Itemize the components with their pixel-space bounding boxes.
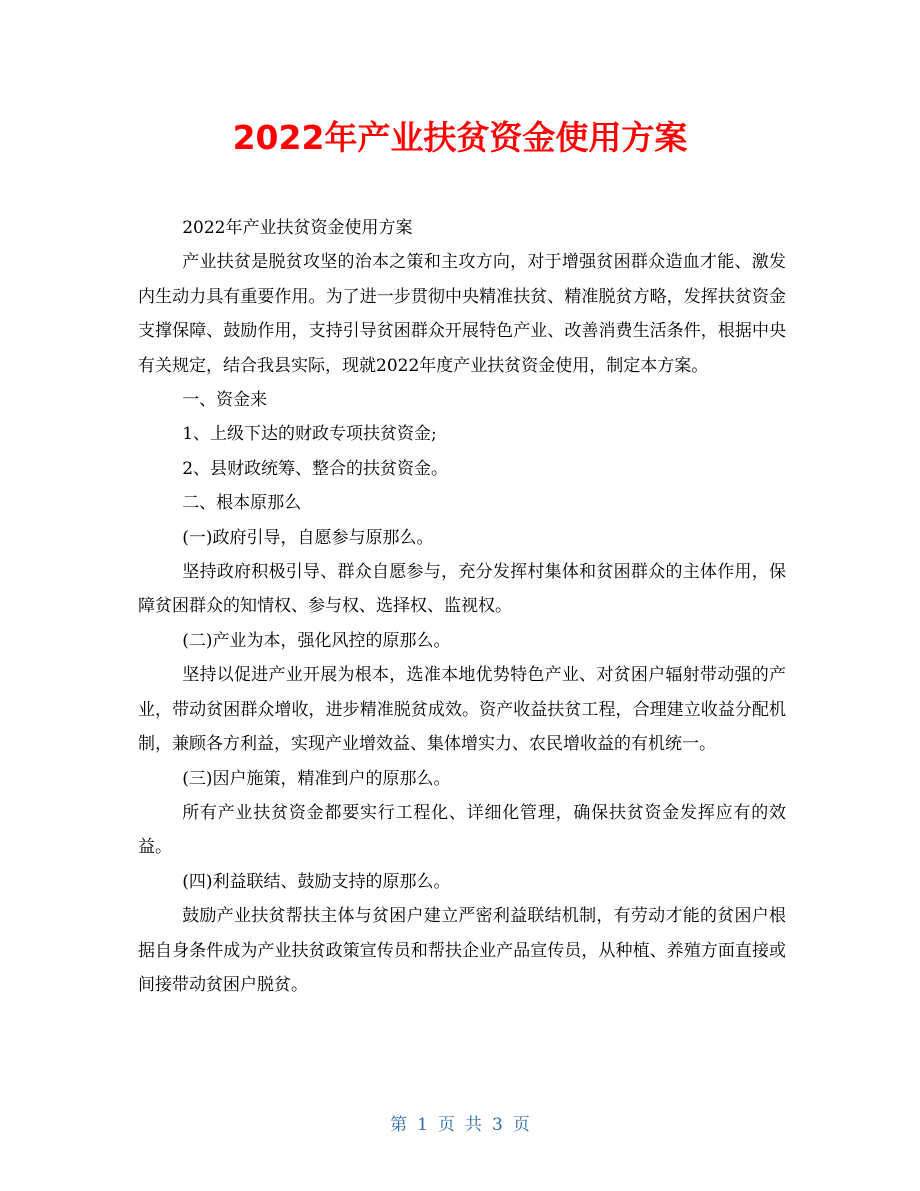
paragraph-principle-4: 鼓励产业扶贫帮扶主体与贫困户建立严密利益联结机制，有劳动才能的贫困户根据自身条件成为产业扶贫政策宣传员和帮扶企业产品宣传员，从种植、养殖方面直接或间接带动贫困户脱贫。 [138,906,786,995]
paragraph-principle-2: 坚持以促进产业开展为根本，选准本地优势特色产业、对贫困户辐射带动强的产业，带动贫困群众增收，进步精准脱贫成效。资产收益扶贫工程，合理建立收益分配机制，兼顾各方利益，实现产业增效益、集体增实力、农民增收益的有机统一。 [138,665,786,755]
document-title: 2022年产业扶贫资金使用方案 [232,118,688,157]
paragraph-principle-3: 所有产业扶贫资金都要实行工程化、详细化管理，确保扶贫资金发挥应有的效益。 [138,802,786,858]
subheading-principle-3: (三)因户施策，精准到户的原那么。 [182,768,451,789]
footer-page-unit: 页 [438,1115,455,1135]
paragraph-subtitle: 2022年产业扶贫资金使用方案 [182,218,413,238]
document-body [138,211,786,1002]
heading-funding-source: 一、资金来 [182,390,268,411]
footer-total-unit: 页 [512,1115,530,1135]
subheading-principle-4: (四)利益联结、鼓励支持的原那么。 [182,871,451,892]
footer-current-page: 1 [417,1115,428,1135]
paragraph-principle-1: 坚持政府积极引导、群众自愿参与，充分发挥村集体和贫困群众的主体作用，保障贫困群众的知情权、参与权、选择权、监视权。 [138,562,786,617]
page-footer [0,1110,920,1140]
footer-total-label: 共 [465,1115,482,1135]
list-item-funding-2: 2、县财政统筹、整合的扶贫资金。 [182,458,449,479]
paragraph-intro: 产业扶贫是脱贫攻坚的治本之策和主攻方向，对于增强贫困群众造血才能、激发内生动力具有重要作用。为了进一步贯彻中央精准扶贫、精准脱贫方略，发挥扶贫资金支撑保障、鼓励作用，支持引导贫困群众开展特色产业、改善消费生活条件，根据中央有关规定，结合我县实际，现就2022年度产业扶贫资金使用，制定本方案。 [138,252,786,376]
footer-page-label: 第 [390,1115,408,1135]
subheading-principle-2: (二)产业为本，强化风控的原那么。 [182,630,451,651]
footer-total-pages: 3 [492,1115,503,1135]
subheading-principle-1: (一)政府引导，自愿参与原那么。 [182,527,434,548]
heading-principles: 二、根本原那么 [182,493,302,514]
list-item-funding-1: 1、上级下达的财政专项扶贫资金; [182,424,437,445]
